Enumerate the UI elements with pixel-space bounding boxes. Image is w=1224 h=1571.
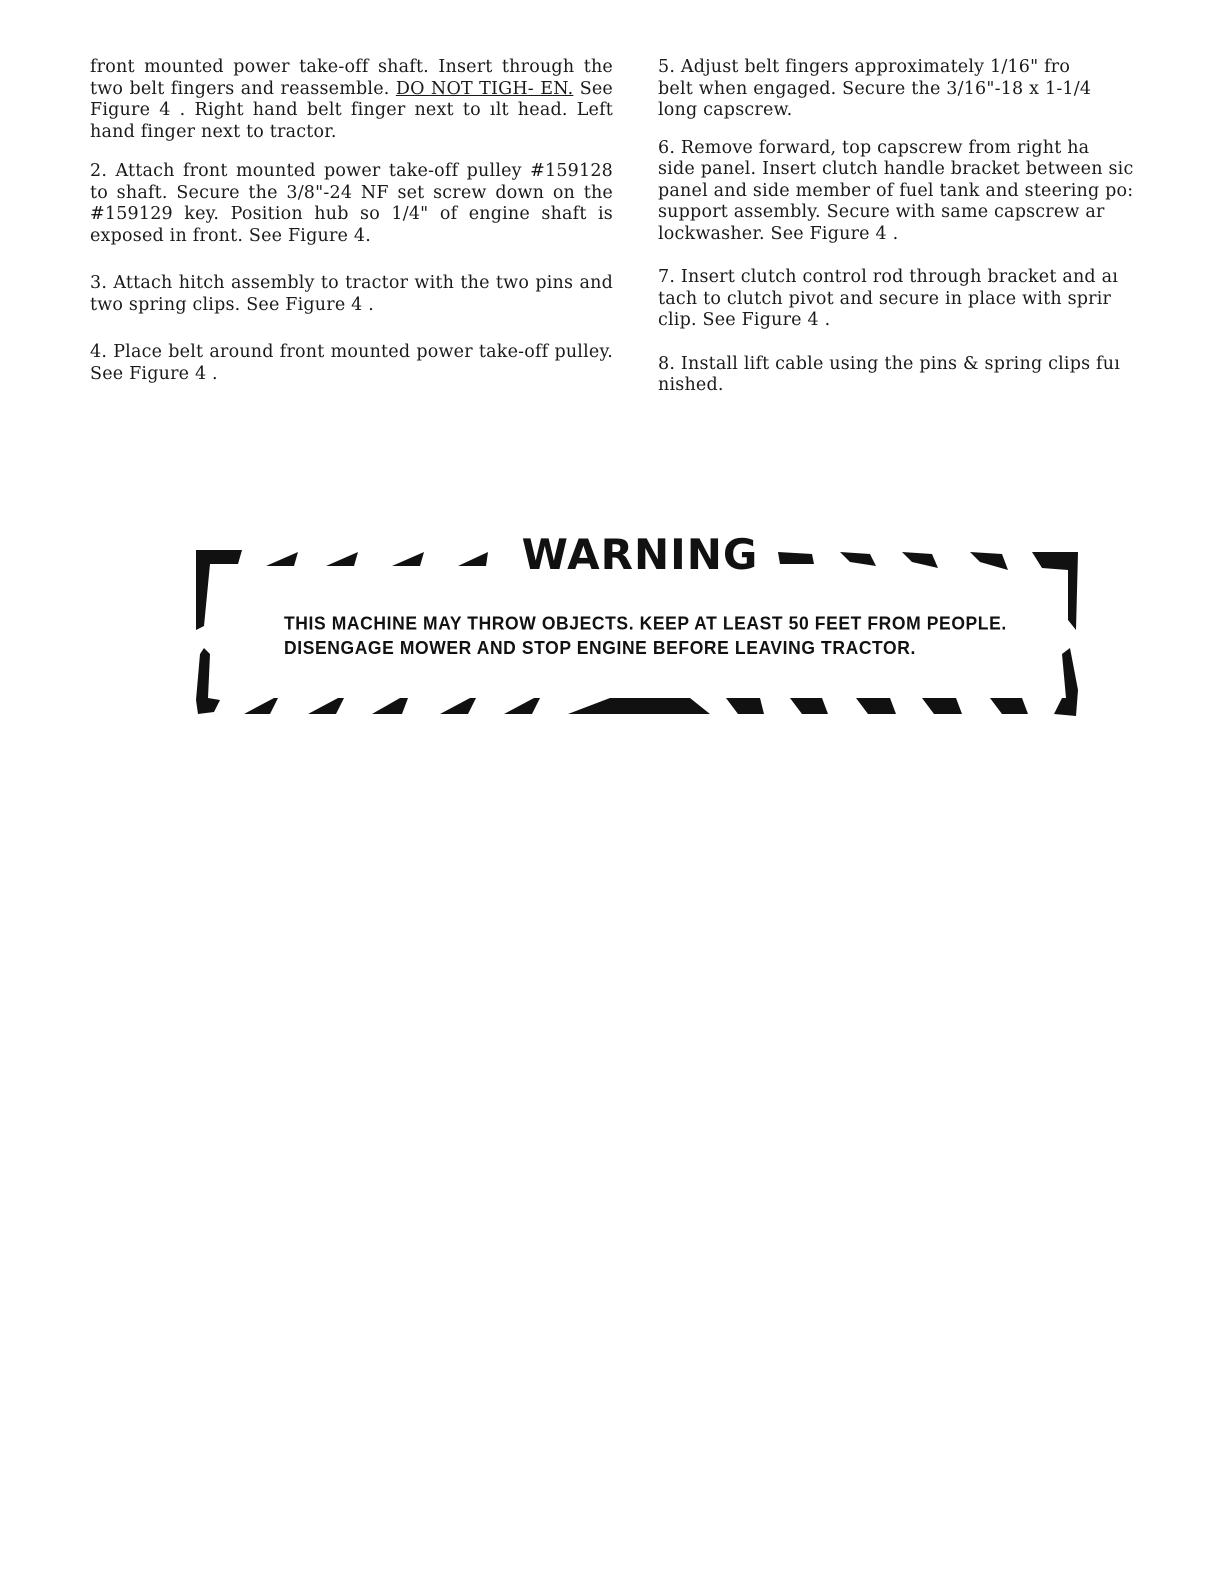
border-dash [840, 552, 876, 566]
border-dash [568, 698, 710, 714]
border-dash [372, 698, 408, 714]
border-dash [308, 698, 344, 714]
border-dash [388, 552, 424, 566]
border-dash [778, 552, 814, 564]
right-column [658, 57, 1224, 413]
step-2: 2. Attach front mounted power take-off pulley #159128 to shaft. Secure the 3/8"-24 NF set screw down on the #159129 key. Position hub so 1/4" of engine shaft is exposed in front. See Figure 4. [90, 161, 613, 246]
step-4: 4. Place belt around front mounted power take-off pulley. See Figure 4 . [90, 342, 613, 384]
warning-text [284, 612, 1044, 660]
border-dash [726, 698, 764, 714]
border-dash [856, 698, 896, 714]
step-6-line: panel and side member of fuel tank and steering po: [658, 180, 1134, 201]
warning-line: THIS MACHINE MAY THROW OBJECTS. KEEP AT LEAST 50 FEET FROM PEOPLE. [284, 612, 1007, 634]
step-6-line: lockwasher. See Figure 4 . [658, 223, 899, 244]
do-not-tighten-note: DO NOT TIGH- EN. [395, 78, 574, 99]
corner-mark [196, 550, 242, 630]
step-7 [658, 267, 1224, 332]
step-5-line: 5. Adjust belt fingers approximately 1/16" fro [658, 57, 1071, 77]
step-6-line: support assembly. Secure with same capscrew ar [658, 202, 1105, 222]
border-dash [440, 698, 476, 714]
warning-line: DISENGAGE MOWER AND STOP ENGINE BEFORE LEAVING TRACTOR. [284, 637, 916, 659]
border-dash [322, 552, 358, 566]
step-6-line: 6. Remove forward, top capscrew from right ha [658, 137, 1090, 158]
border-dash [458, 552, 488, 566]
step-8-line: 8. Install lift cable using the pins & spring clips fuı [658, 353, 1120, 374]
border-dash [922, 698, 962, 714]
left-column [90, 57, 613, 403]
step-5-line: belt when engaged. Secure the 3/16"-18 x 1-1/4 [658, 78, 1092, 99]
step-7-line: 7. Insert clutch control rod through bracket and aı [658, 267, 1119, 287]
warning-box [190, 530, 1090, 725]
step-6-line: side panel. Insert clutch handle bracket between sic [658, 159, 1134, 179]
step-8 [658, 354, 1224, 397]
border-dash [990, 698, 1028, 714]
step-7-line: clip. See Figure 4 . [658, 310, 831, 330]
step-1-continued [90, 57, 613, 143]
step-3: 3. Attach hitch assembly to tractor with the two pins and two spring clips. See Figure 4 . [90, 273, 613, 315]
border-dash [970, 552, 1008, 570]
border-dash [262, 552, 298, 566]
border-dash [790, 698, 828, 714]
step-5-line: long capscrew. [658, 100, 793, 120]
step-7-line: tach to clutch pivot and secure in place with sprir [658, 288, 1112, 309]
border-dash [504, 698, 540, 714]
step-1-text: front mounted power take-off shaft. Insert through the two belt fingers and reassemble. [90, 57, 613, 99]
warning-title: WARNING [521, 530, 759, 579]
border-dash [902, 552, 938, 568]
step-6 [658, 138, 1224, 246]
step-1-tail: See Figure 4 . Right hand belt finger next to ılt head. Left hand finger next to tractor. [90, 78, 613, 142]
step-5 [658, 57, 1224, 122]
corner-mark [196, 648, 220, 714]
corner-mark [1054, 648, 1078, 716]
border-dash [244, 698, 278, 714]
step-8-line: nished. [658, 375, 724, 395]
